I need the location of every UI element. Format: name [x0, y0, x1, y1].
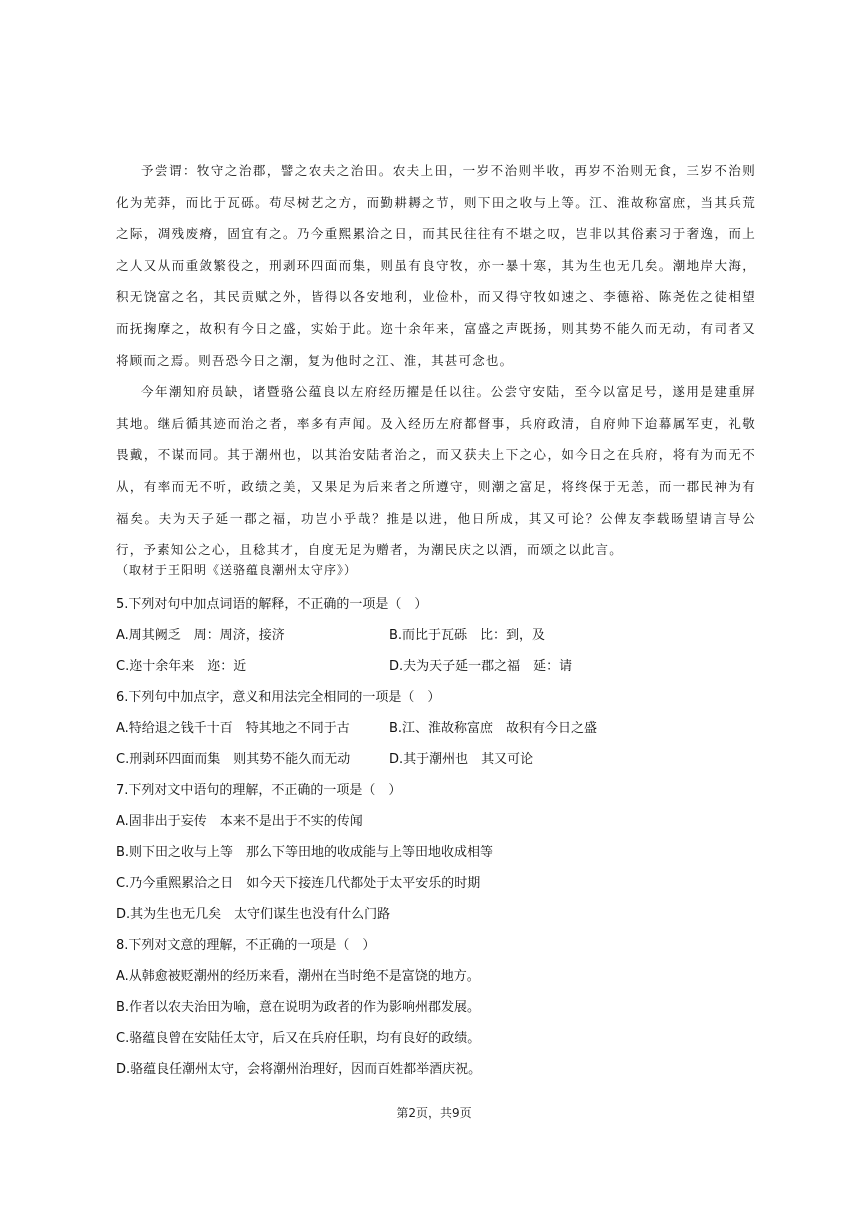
option-a: A.从韩愈被贬潮州的经历来看，潮州在当时绝不是富饶的地方。 [116, 969, 480, 984]
option-b: B.江、淮故称富庶 故积有今日之盛 [389, 721, 598, 736]
option-a: A.周其阙乏 周：周济，接济 [116, 628, 285, 643]
option-b: B.作者以农夫治田为喻，意在说明为政者的作为影响州郡发展。 [116, 1000, 481, 1015]
option-c: C.乃今重熙累洽之日 如今天下接连几代都处于太平安乐的时期 [116, 876, 481, 891]
passage-paragraph-1: 予尝谓：牧守之治郡，譬之农夫之治田。农夫上田，一岁不治则半收，再岁不治则无食，三岁不治则化为芜莽，而比于瓦砾。苟尽树艺之方，而勤耕耨之节，则下田之收与上等。江、淮故称富庶，当其兵荒之际，凋残废瘠，固宜有之。乃今重熙累洽之日，而其民往往有不堪之叹，岂非以其俗素习于奢逸，而上之人又从而重敛繁役之，刑剥环四面而集，则虽有良守牧，亦一暴十寒，其为生也无几矣。潮地岸大海，积无饶富之名，其民贡赋之外，皆得以各安地利，业俭朴，而又得守牧如速之、李德裕、陈尧佐之徒相望而抚掬摩之，故积有今日之盛，实始于此。迩十余年来，富盛之声既扬，则其势不能久而无动，有司者又将顾而之焉。则吾恐今日之潮，复为他时之江、淮，其甚可念也。 [116, 163, 756, 368]
question-stem: 5.下列对句中加点词语的解释，不正确的一项是（ ） [116, 597, 428, 612]
page-footer: 第2页，共9页 [396, 1106, 472, 1120]
option-d: D.夫为天子延一郡之福 延：请 [389, 659, 573, 674]
option-b: B.而比于瓦砾 比：到，及 [389, 628, 546, 643]
question-8 [116, 930, 756, 1085]
question-7 [116, 775, 756, 930]
question-list [116, 589, 756, 1085]
option-c: C.刑剥环四面而集 则其势不能久而无动 [116, 752, 351, 767]
passage-source: （取材于王阳明《送骆蕴良潮州太守序》） [116, 563, 358, 577]
question-5 [116, 589, 756, 682]
option-d: D.骆蕴良任潮州太守，会将潮州治理好，因而百姓都举酒庆祝。 [116, 1062, 482, 1077]
option-c: C.迩十余年来 迩：近 [116, 659, 247, 674]
question-stem: 7.下列对文中语句的理解，不正确的一项是（ ） [116, 783, 402, 798]
option-d: D.其为生也无几矣 太守们谋生也没有什么门路 [116, 907, 391, 922]
option-a: A.特给退之钱千十百 特其地之不同于古 [116, 721, 350, 736]
classical-passage [116, 155, 756, 566]
option-c: C.骆蕴良曾在安陆任太守，后又在兵府任职，均有良好的政绩。 [116, 1031, 481, 1046]
question-stem: 8.下列对文意的理解，不正确的一项是（ ） [116, 938, 376, 953]
option-a: A.固非出于妄传 本来不是出于不实的传闻 [116, 814, 363, 829]
passage-paragraph-2: 今年潮知府员缺，诸暨骆公蕴良以左府经历擢是任以往。公尝守安陆，至今以富足号，遂用是建重屏其地。继后循其迹而治之者，率多有声闻。及入经历左府都督事，兵府政清，自府帅下迨幕属军吏，礼敬畏戴，不谋而同。其于潮州也，以其治安陆者治之，而又获夫上下之心，如今日之在兵府，将有为而无不从，有率而无不听，政绩之美，又果足为后来者之所遵守，则潮之富足，将终保于无恙，而一郡民神为有福矣。夫为天子延一郡之福，功岂小乎哉？推是以进，他日所成，其又可论？公俾友李载旸望请言导公行，予素知公之心，且稔其才，自度无足为赠者，为潮民庆之以酒，而颂之以此言。 [116, 384, 756, 558]
question-stem: 6.下列句中加点字，意义和用法完全相同的一项是（ ） [116, 690, 441, 705]
question-6 [116, 682, 756, 775]
option-d: D.其于潮州也 其又可论 [389, 752, 534, 767]
option-b: B.则下田之收与上等 那么下等田地的收成能与上等田地收成相等 [116, 845, 494, 860]
